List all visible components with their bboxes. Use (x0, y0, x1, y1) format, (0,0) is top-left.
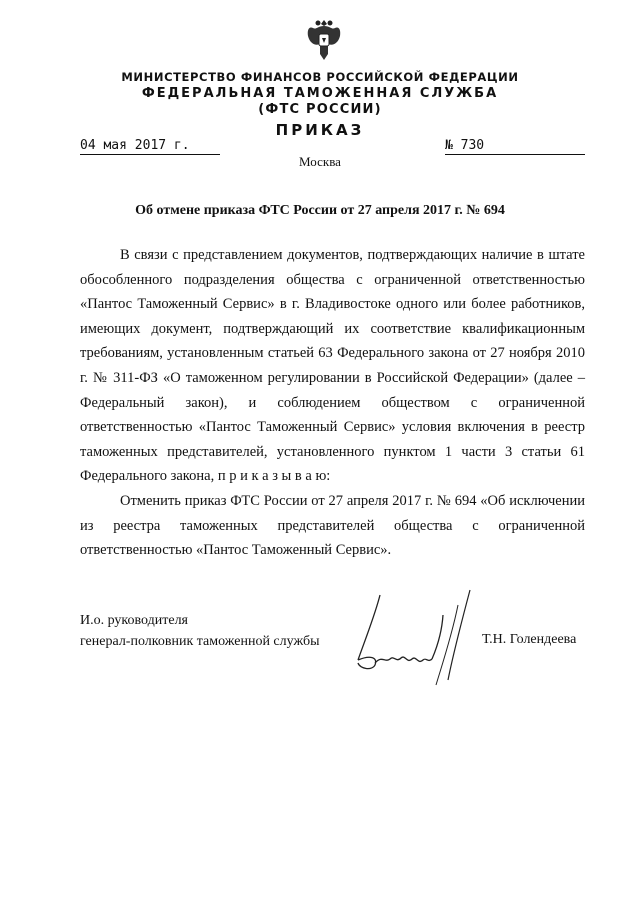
order-date: 04 мая 2017 г. (80, 138, 220, 155)
signatory-name: Т.Н. Голендеева (482, 632, 577, 647)
document-type: ПРИКАЗ (275, 121, 365, 139)
order-number: № 730 (445, 138, 585, 155)
ministry-name: МИНИСТЕРСТВО ФИНАНСОВ РОССИЙСКОЙ ФЕДЕРАЦИИ (121, 70, 519, 84)
handwritten-signature-icon (330, 585, 480, 695)
signatory-title-line2: генерал-полковник таможенной службы (80, 634, 320, 649)
city: Москва (299, 154, 341, 169)
paragraph-preamble: В связи с представлением документов, подтверждающих наличие в штате обособленного подразделения общества с ограниченной ответственностью «Пантос Таможенный Сервис» в г. Владивостоке одного или более работников, имеющих документ, подтверждающий их соответствие квалификационным требованиям, установленным статьей 63 Федерального закона от 27 ноября 2010 г. № 311-ФЗ «О таможенном регулировании в Российской Федерации» (далее – Федеральный закон), и соблюдением обществом с ограниченной ответственностью «Пантос Таможенный Сервис» условия включения в реестр таможенных представителей, установленного пунктом 1 части 3 статьи 61 Федерального закона, п р и к а з ы в а ю: (80, 247, 585, 485)
order-subject: Об отмене приказа ФТС России от 27 апреля 2017 г. № 694 (135, 203, 505, 218)
signatory-title-line1: И.о. руководителя (80, 613, 189, 628)
paragraph-order: Отменить приказ ФТС России от 27 апреля 2017 г. № 694 «Об исключении из реестра таможенных представителей общества с ограниченной ответственностью «Пантос Таможенный Сервис». (80, 493, 585, 559)
service-name: ФЕДЕРАЛЬНАЯ ТАМОЖЕННАЯ СЛУЖБА (141, 86, 499, 101)
coat-of-arms-icon (304, 14, 344, 62)
service-abbreviation: (ФТС РОССИИ) (258, 102, 382, 117)
signatory-title (80, 610, 319, 652)
